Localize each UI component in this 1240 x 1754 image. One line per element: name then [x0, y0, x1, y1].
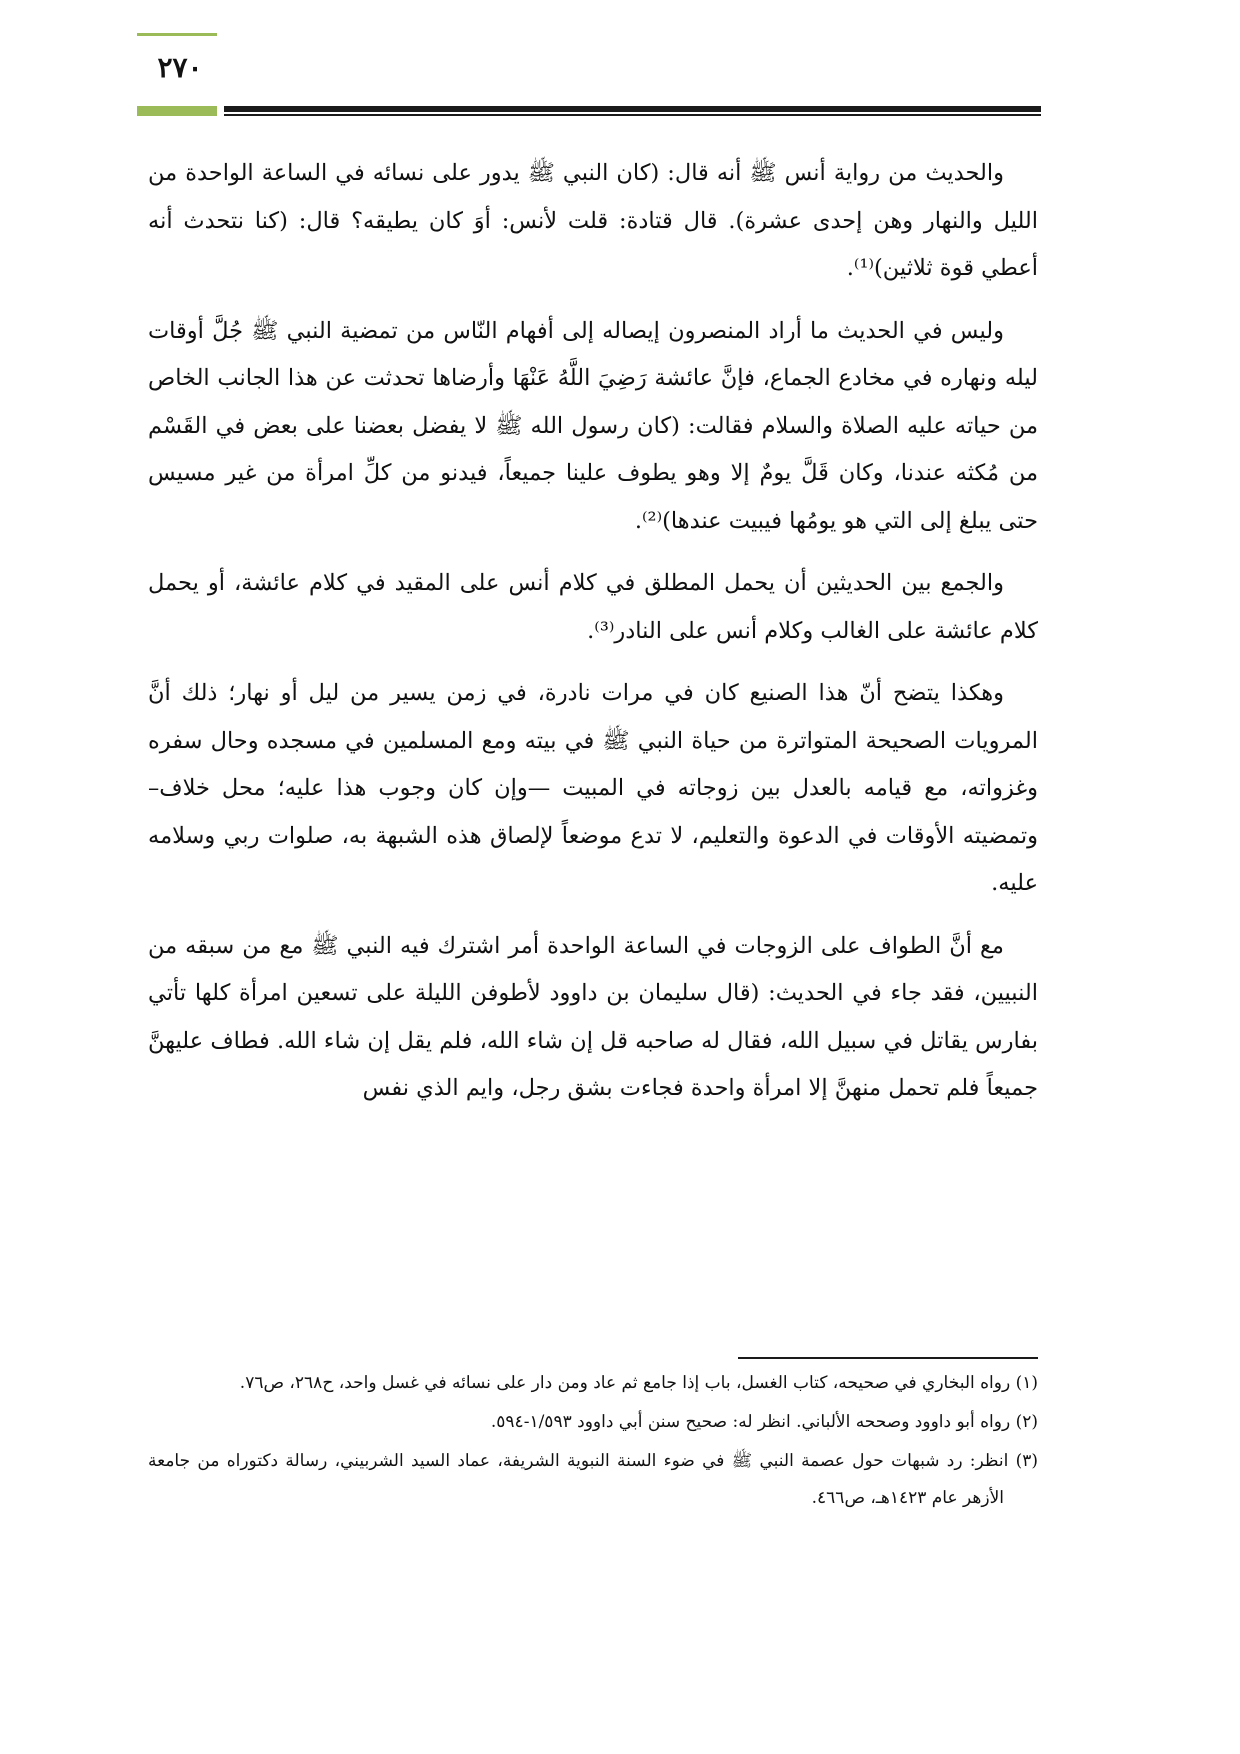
page-number: ٢٧٠ — [157, 51, 203, 84]
main-text — [148, 150, 1038, 1128]
header-accent-line — [137, 33, 217, 36]
header-rule-thin — [224, 114, 1041, 116]
paragraph: وهكذا يتضح أنّ هذا الصنيع كان في مرات نادرة، في زمن يسير من ليل أو نهار؛ ذلك أنَّ المرويات الصحيحة المتواترة من حياة النبي ﷺ في بيته ومع المسلمين في مسجده وحال سفره وغزواته، مع قيامه بالعدل بين زوجاته في المبيت —وإن كان وجوب هذا عليه؛ محل خلاف– وتمضيته الأوقات في الدعوة والتعليم، لا تدع موضعاً لإلصاق هذه الشبهة به، صلوات ربي وسلامه عليه. — [148, 680, 1038, 896]
footnote: (١) رواه البخاري في صحيحه، كتاب الغسل، باب إذا جامع ثم عاد ومن دار على نسائه في غسل واحد، ح٢٦٨، ص٧٦. — [239, 1373, 1038, 1393]
header-accent-bar — [137, 106, 217, 116]
footnote: (٢) رواه أبو داوود وصححه الألباني. انظر له: صحيح سنن أبي داوود ١/٥٩٣-٥٩٤. — [490, 1412, 1038, 1432]
paragraph: وليس في الحديث ما أراد المنصرون إيصاله إلى أفهام النّاس من تمضية النبي ﷺ جُلَّ أوقات ليله ونهاره في مخادع الجماع، فإنَّ عائشة رَضِيَ اللَّهُ عَنْهَا وأرضاها تحدثت عن هذا الجانب الخاص من حياته عليه الصلاة والسلام فقالت: (كان رسول الله ﷺ لا يفضل بعضنا على بعض في القَسْم من مُكثه عندنا، وكان قَلَّ يومٌ إلا وهو يطوف علينا جميعاً، فيدنو من كلِّ امرأة من غير مسيس حتى يبلغ إلى التي هو يومُها فيبيت عندها)⁽²⁾. — [148, 317, 1038, 534]
footnotes — [148, 1365, 1038, 1519]
footnote-separator — [738, 1357, 1038, 1359]
footnote: (٣) انظر: رد شبهات حول عصمة النبي ﷺ في ضوء السنة النبوية الشريفة، عماد السيد الشربيني، رسالة دكتوراه من جامعة الأزهر عام ١٤٢٣هـ، ص٤٦٦. — [148, 1451, 1038, 1508]
paragraph: والجمع بين الحديثين أن يحمل المطلق في كلام أنس على المقيد في كلام عائشة، أو يحمل كلام عائشة على الغالب وكلام أنس على النادر⁽³⁾. — [148, 570, 1038, 644]
paragraph: والحديث من رواية أنس ﷺ أنه قال: (كان النبي ﷺ يدور على نسائه في الساعة الواحدة من الليل والنهار وهن إحدى عشرة). قال قتادة: قلت لأنس: أوَ كان يطيقه؟ قال: (كنا نتحدث أنه أعطي قوة ثلاثين)⁽¹⁾. — [148, 160, 1038, 281]
header-rule — [224, 106, 1041, 112]
paragraph: مع أنَّ الطواف على الزوجات في الساعة الواحدة أمر اشترك فيه النبي ﷺ مع من سبقه من النبيين، فقد جاء في الحديث: (قال سليمان بن داوود لأطوفن الليلة على تسعين امرأة كلها تأتي بفارس يقاتل في سبيل الله، فقال له صاحبه قل إن شاء الله، فلم يقل إن شاء الله. فطاف عليهنَّ جميعاً فلم تحمل منهنَّ إلا امرأة واحدة فجاءت بشق رجل، وايم الذي نفس — [148, 932, 1038, 1101]
